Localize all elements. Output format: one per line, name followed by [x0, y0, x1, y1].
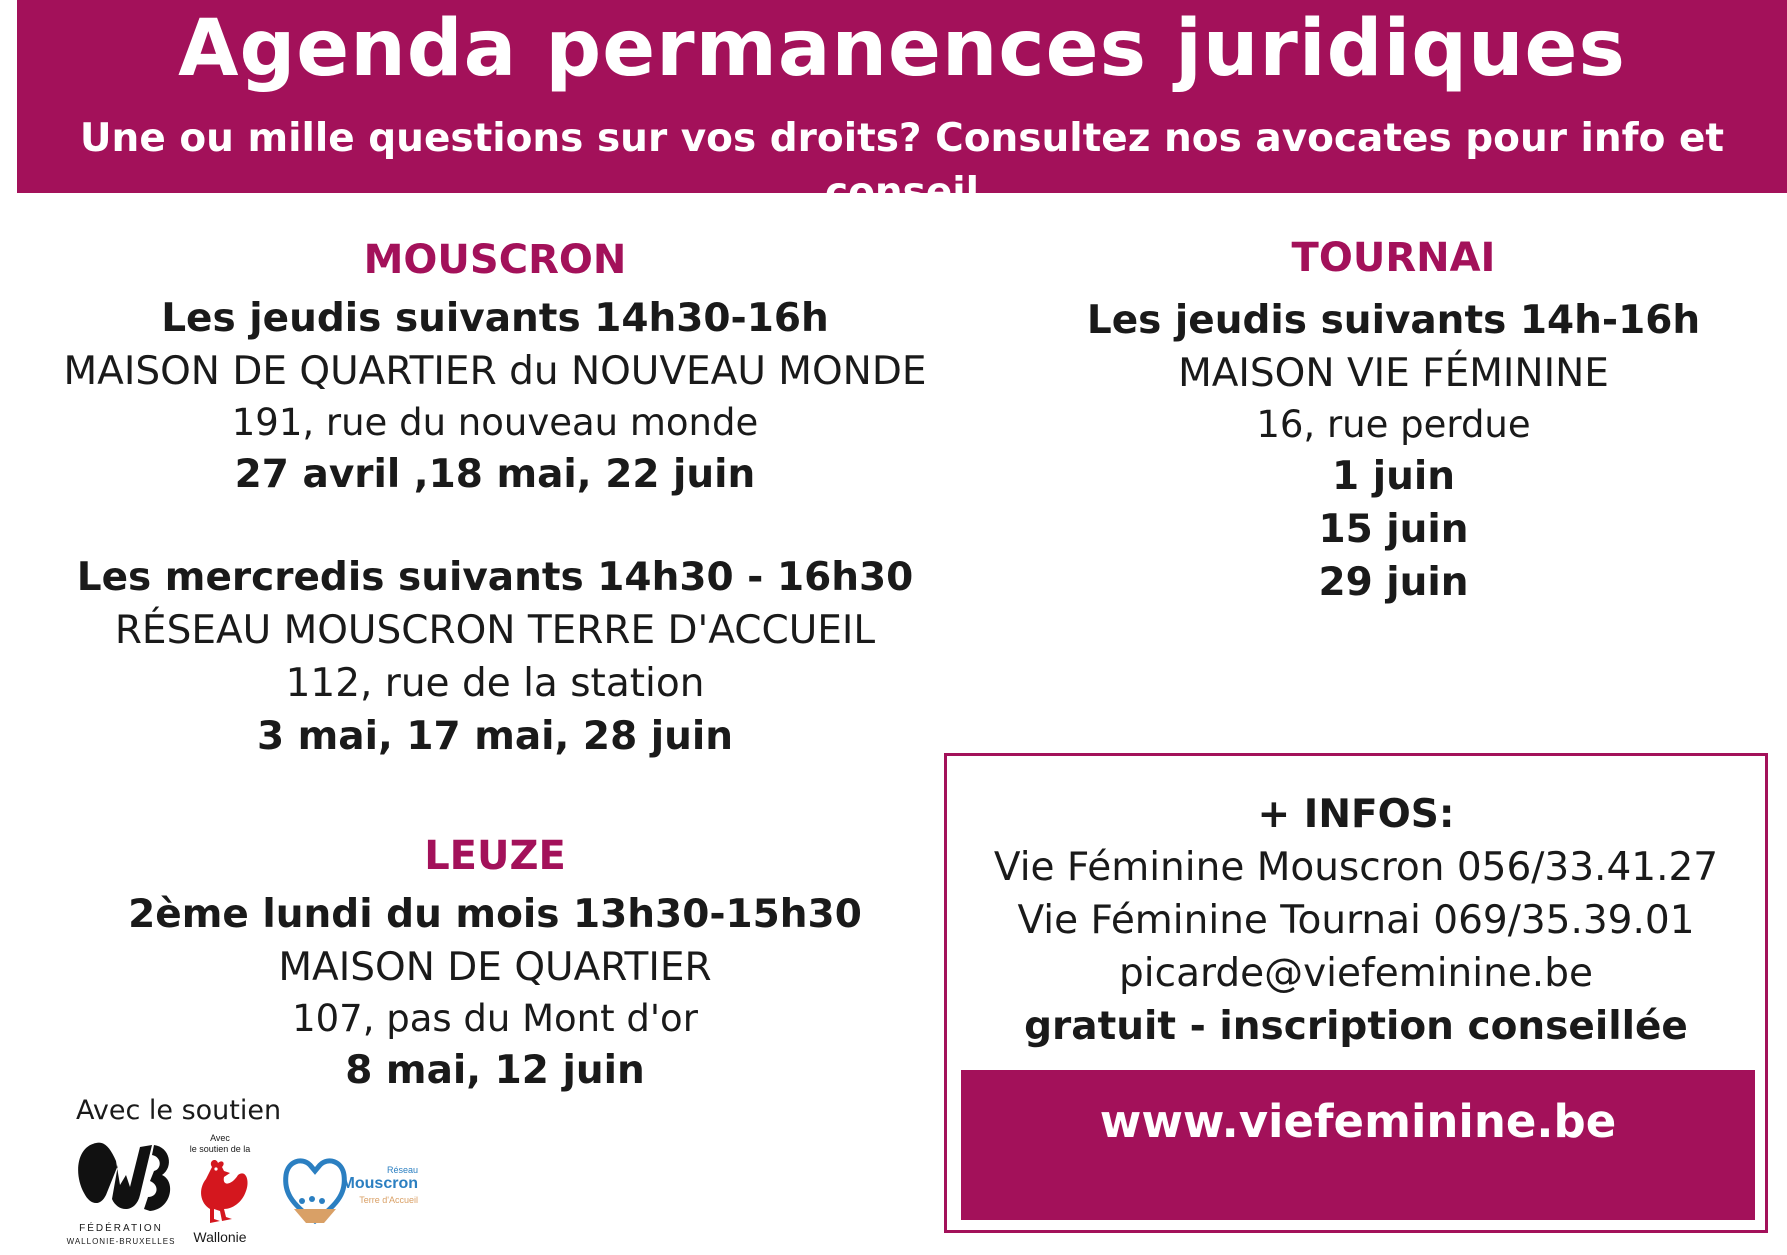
mouscron-session2-schedule: Les mercredis suivants 14h30 - 16h30	[76, 555, 914, 600]
mouscron-section	[0, 232, 990, 763]
support-section	[58, 1093, 438, 1255]
infos-email[interactable]: picarde@viefeminine.be	[1119, 951, 1593, 996]
mtda-logo-line3: Terre d'Accueil	[359, 1195, 418, 1205]
rooster-icon	[192, 1157, 252, 1227]
wallonie-logo-name: Wallonie	[193, 1229, 247, 1245]
tournai-section	[1000, 230, 1787, 609]
tournai-address: 16, rue perdue	[1256, 403, 1531, 446]
tournai-heading: TOURNAI	[1291, 235, 1496, 281]
mtda-logo	[280, 1151, 420, 1241]
infos-note: gratuit - inscription conseillée	[1024, 1004, 1688, 1049]
leuze-heading: LEUZE	[424, 833, 566, 879]
mouscron-session2-place: RÉSEAU MOUSCRON TERRE D'ACCUEIL	[114, 608, 876, 653]
tournai-date: 1 juin	[1332, 454, 1455, 499]
page-title: Agenda permanences juridiques	[178, 4, 1626, 94]
mouscron-session1-place: MAISON DE QUARTIER du NOUVEAU MONDE	[63, 349, 927, 394]
leuze-address: 107, pas du Mont d'or	[292, 997, 698, 1040]
mouscron-session1-dates: 27 avril ,18 mai, 22 juin	[234, 452, 756, 497]
website-band	[961, 1070, 1755, 1220]
infos-contact	[947, 788, 1765, 1053]
wallonie-logo-line1: Avec	[210, 1133, 230, 1143]
infos-mouscron-phone: Vie Féminine Mouscron 056/33.41.27	[993, 845, 1719, 890]
mtda-logo-line1: Réseau	[386, 1165, 418, 1175]
infos-tournai-phone: Vie Féminine Tournai 069/35.39.01	[1017, 898, 1695, 943]
mtda-logo-line2: Mouscron	[341, 1175, 418, 1192]
tournai-date: 29 juin	[1318, 560, 1469, 605]
fwb-logo-icon	[66, 1135, 176, 1221]
mouscron-session1-schedule: Les jeudis suivants 14h30-16h	[161, 296, 829, 341]
website-link[interactable]: www.viefeminine.be	[1099, 1095, 1617, 1148]
page-subtitle: Une ou mille questions sur vos droits? Consultez nos avocates pour info et conseil	[79, 116, 1725, 215]
mouscron-heading: MOUSCRON	[363, 237, 627, 283]
leuze-dates: 8 mai, 12 juin	[345, 1048, 645, 1093]
leuze-schedule: 2ème lundi du mois 13h30-15h30	[128, 892, 862, 937]
infos-box	[944, 753, 1768, 1233]
header-banner	[17, 0, 1787, 215]
leuze-section	[0, 828, 990, 1097]
leuze-place: MAISON DE QUARTIER	[278, 945, 712, 990]
tournai-date: 15 juin	[1318, 507, 1469, 552]
wallonie-logo-line2: le soutien de la	[189, 1144, 251, 1154]
fwb-logo	[66, 1135, 176, 1255]
tournai-place: MAISON VIE FÉMININE	[1178, 351, 1609, 396]
support-label: Avec le soutien	[76, 1095, 282, 1126]
infos-heading: + INFOS:	[1257, 792, 1455, 837]
fwb-logo-line2: WALLONIE-BRUXELLES	[66, 1237, 176, 1246]
mouscron-session1-address: 191, rue du nouveau monde	[231, 401, 759, 444]
mouscron-session2-address: 112, rue de la station	[285, 661, 705, 706]
fwb-logo-line1: FÉDÉRATION	[79, 1223, 163, 1234]
tournai-schedule: Les jeudis suivants 14h-16h	[1086, 298, 1701, 343]
mouscron-session2-dates: 3 mai, 17 mai, 28 juin	[256, 714, 734, 759]
